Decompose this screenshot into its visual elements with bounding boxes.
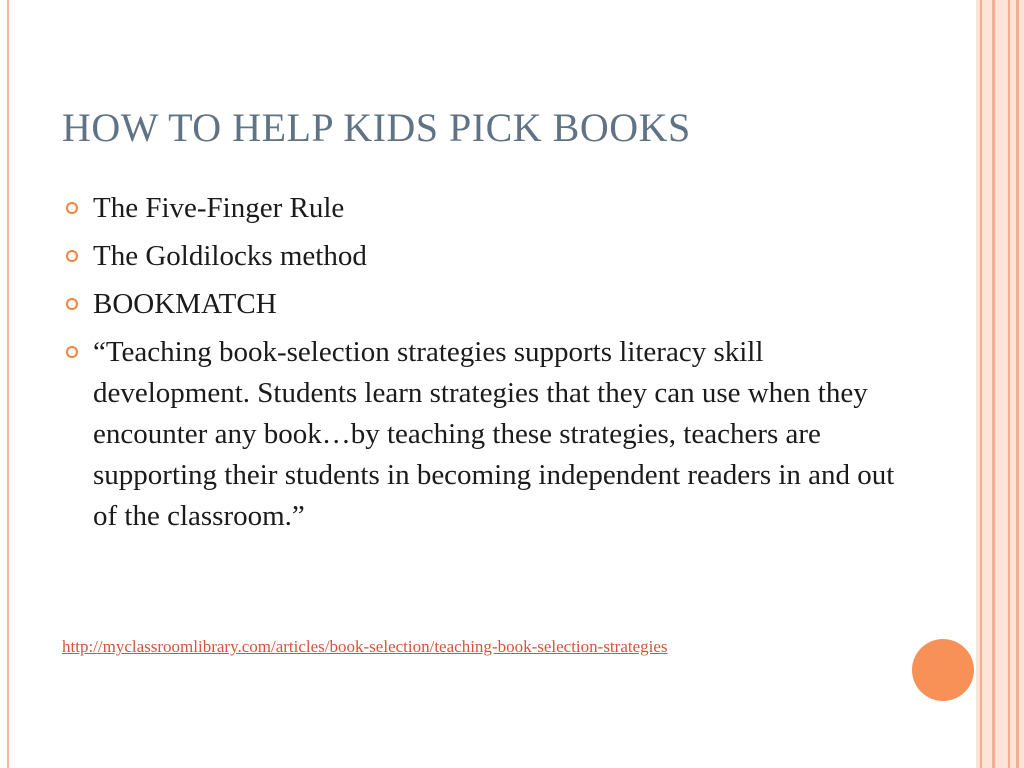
- left-border-line: [7, 0, 9, 768]
- bullet-item: [66, 236, 896, 277]
- slide-title: HOW TO HELP KIDS PICK BOOKS: [62, 105, 691, 150]
- bullet-item: [66, 332, 896, 537]
- bullet-ring-icon: [66, 298, 78, 310]
- bullet-text: BOOKMATCH: [93, 288, 277, 320]
- orange-circle-icon: [912, 639, 974, 701]
- bullet-text: The Five-Finger Rule: [93, 192, 345, 224]
- right-border-line: [1008, 0, 1010, 768]
- bullet-text: “Teaching book-selection strategies supports literacy skill development. Students learn strategies that they can use when they encounter any book…by teaching these strategies, teachers are supporting their students in becoming independent readers in and out of the classroom.”: [93, 336, 895, 532]
- bullet-ring-icon: [66, 346, 78, 358]
- bullet-item: [66, 284, 896, 325]
- source-link[interactable]: http://myclassroomlibrary.com/articles/book-selection/teaching-book-selection-strategies: [62, 637, 668, 656]
- bullet-list: [66, 188, 896, 544]
- bullet-item: [66, 188, 896, 229]
- bullet-text: The Goldilocks method: [93, 240, 367, 272]
- bullet-ring-icon: [66, 250, 78, 262]
- right-border-line: [980, 0, 982, 768]
- right-border-line: [992, 0, 995, 768]
- right-border-line: [1016, 0, 1019, 768]
- bullet-ring-icon: [66, 202, 78, 214]
